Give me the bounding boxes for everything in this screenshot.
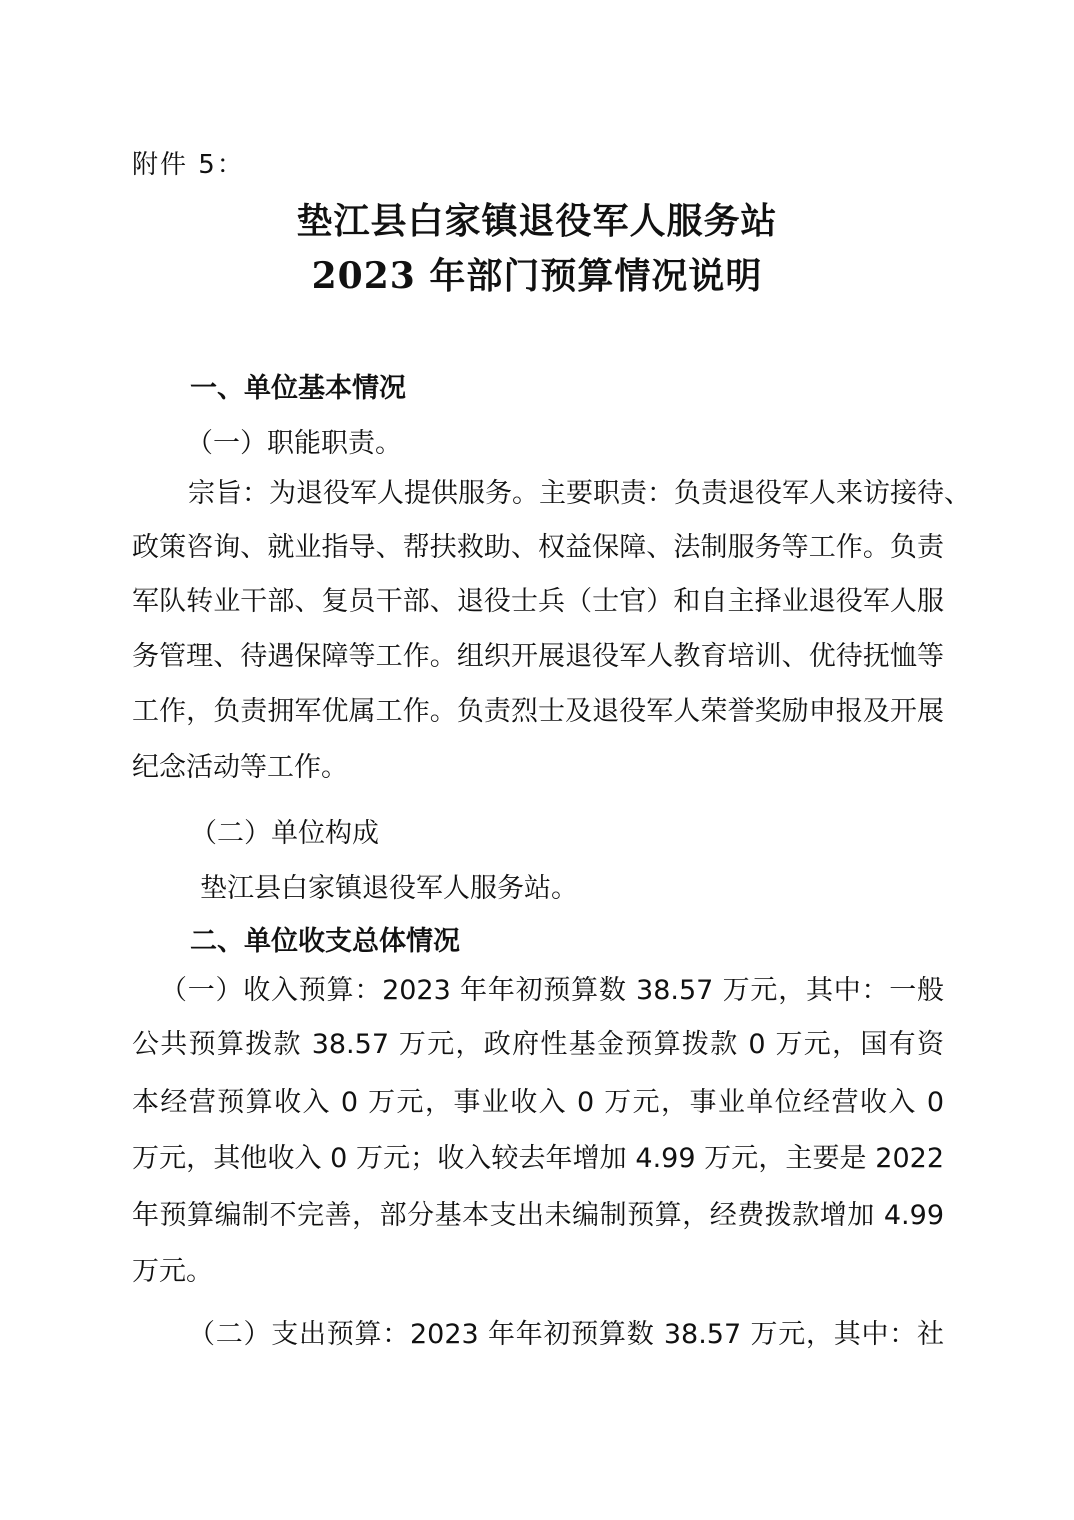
income-paragraph-line: （一）收入预算：2023 年年初预算数 38.57 万元，其中：一般 xyxy=(160,975,944,1006)
expense-paragraph-line: （二）支出预算：2023 年年初预算数 38.57 万元，其中：社 xyxy=(188,1319,944,1350)
income-paragraph-line: 年预算编制不完善，部分基本支出未编制预算，经费拨款增加 4.99 xyxy=(132,1200,944,1231)
attachment-label: 附件 5： xyxy=(132,150,245,180)
income-paragraph-line: 万元，其他收入 0 万元；收入较去年增加 4.99 万元，主要是 2022 xyxy=(132,1143,944,1174)
duties-paragraph-line: 军队转业干部、复员干部、退役士兵（士官）和自主择业退役军人服 xyxy=(132,586,944,617)
document-title-line1: 垫江县白家镇退役军人服务站 xyxy=(296,200,778,242)
subsection-heading-duties: （一）职能职责。 xyxy=(186,428,402,459)
duties-paragraph-line: 纪念活动等工作。 xyxy=(132,752,348,783)
composition-text: 垫江县白家镇退役军人服务站。 xyxy=(200,873,578,904)
section-heading-unit-basic: 一、单位基本情况 xyxy=(190,373,406,404)
subsection-heading-composition: （二）单位构成 xyxy=(190,818,379,849)
duties-paragraph-line: 工作，负责拥军优属工作。负责烈士及退役军人荣誉奖励申报及开展 xyxy=(132,696,944,727)
duties-paragraph-line: 务管理、待遇保障等工作。组织开展退役军人教育培训、优待抚恤等 xyxy=(132,641,944,672)
document-title-line2: 2023 年部门预算情况说明 xyxy=(311,255,763,297)
income-paragraph-line: 本经营预算收入 0 万元，事业收入 0 万元，事业单位经营收入 0 xyxy=(132,1087,944,1118)
duties-paragraph-line: 政策咨询、就业指导、帮扶救助、权益保障、法制服务等工作。负责 xyxy=(132,532,944,563)
section-heading-income-expense: 二、单位收支总体情况 xyxy=(190,926,460,957)
duties-paragraph-line: 宗旨：为退役军人提供服务。主要职责：负责退役军人来访接待、 xyxy=(188,478,971,509)
income-paragraph-line: 万元。 xyxy=(132,1256,213,1287)
income-paragraph-line: 公共预算拨款 38.57 万元，政府性基金预算拨款 0 万元，国有资 xyxy=(132,1029,944,1060)
